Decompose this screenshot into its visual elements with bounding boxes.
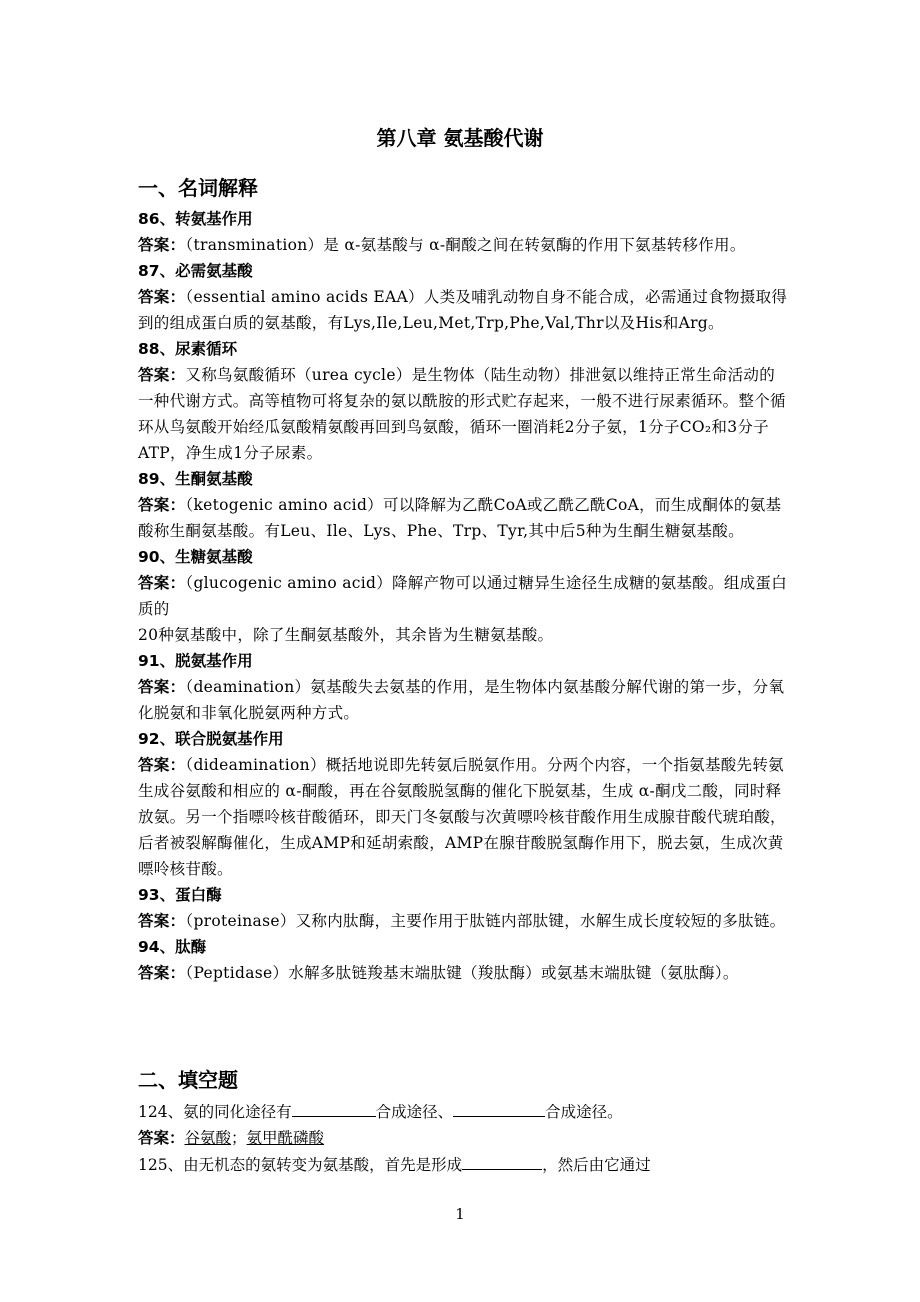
answer-value: 氨甲酰磷酸 xyxy=(246,1129,325,1147)
answer-90 xyxy=(138,570,788,622)
question-text: 125、由无机态的氨转变为氨基酸，首先是形成 xyxy=(138,1156,463,1174)
answer-label: 答案： xyxy=(138,366,186,384)
term-94: 94、肽酶 xyxy=(138,938,207,956)
answer-label: 答案： xyxy=(138,1129,185,1147)
answer-value: 谷氨酸 xyxy=(184,1129,232,1147)
answer-124 xyxy=(138,1125,788,1151)
answer-label: 答案： xyxy=(138,678,186,696)
question-125 xyxy=(138,1151,788,1178)
question-124 xyxy=(138,1098,788,1125)
answer-text: （ketogenic amino acid）可以降解为乙酰CoA或乙酰乙酰CoA，而生成酮体的氨基酸称生酮氨基酸。有Leu、Ile、Lys、Phe、Trp、Tyr,其中后5种为生酮生糖氨基酸。 xyxy=(138,496,782,540)
answer-text: （proteinase）又称内肽酶，主要作用于肽链内部肽键，水解生成长度较短的多肽链。 xyxy=(185,912,786,930)
answer-separator: ； xyxy=(231,1129,247,1147)
question-text: 124、氨的同化途径有 xyxy=(138,1103,292,1121)
answer-label: 答案： xyxy=(138,964,186,982)
term-91: 91、脱氨基作用 xyxy=(138,652,253,670)
answer-label: 答案： xyxy=(138,912,186,930)
section-heading-terms: 一、名词解释 xyxy=(138,176,258,200)
answer-text: （Peptidase）水解多肽链羧基末端肽键（羧肽酶）或氨基末端肽键（氨肽酶）。 xyxy=(185,964,739,982)
answer-text: 又称鸟氨酸循环（urea cycle）是生物体（陆生动物）排泄氨以维持正常生命活动的一种代谢方式。高等植物可将复杂的氨以酰胺的形式贮存起来，一般不进行尿素循环。整个循环从鸟氨酸开始经瓜氨酸精氨酸再回到鸟氨酸，循环一圈消耗2分子氨，1分子CO₂和3分子ATP，净生成1分子尿素。 xyxy=(138,366,786,462)
answer-blank[interactable] xyxy=(462,1151,542,1170)
term-89: 89、生酮氨基酸 xyxy=(138,470,253,488)
term-90: 90、生糖氨基酸 xyxy=(138,548,253,566)
answer-label: 答案： xyxy=(138,574,186,592)
question-text: 合成途径。 xyxy=(545,1103,623,1121)
section-heading-fill-in: 二、填空题 xyxy=(138,1068,238,1092)
answer-label: 答案： xyxy=(138,756,186,774)
answer-91 xyxy=(138,674,788,726)
term-86: 86、转氨基作用 xyxy=(138,210,253,228)
answer-90-continued: 20种氨基酸中，除了生酮氨基酸外，其余皆为生糖氨基酸。 xyxy=(138,626,554,644)
answer-blank[interactable] xyxy=(453,1098,545,1117)
answer-text: （deamination）氨基酸失去氨基的作用，是生物体内氨基酸分解代谢的第一步，分氧化脱氨和非氧化脱氨两种方式。 xyxy=(138,678,785,722)
fill-in-questions xyxy=(138,1098,788,1178)
term-88: 88、尿素循环 xyxy=(138,340,238,358)
answer-87 xyxy=(138,284,788,336)
answer-label: 答案： xyxy=(138,236,186,254)
answer-text: （essential amino acids EAA）人类及哺乳动物自身不能合成，必需通过食物摄取得到的组成蛋白质的氨基酸，有Lys,Ile,Leu,Met,Trp,Phe,Val,Thr以及His和Arg。 xyxy=(138,288,788,332)
answer-89 xyxy=(138,492,788,544)
answer-text: （transmination）是 α-氨基酸与 α-酮酸之间在转氨酶的作用下氨基转移作用。 xyxy=(185,236,746,254)
answer-86 xyxy=(138,232,788,258)
page-number: 1 xyxy=(455,1205,465,1223)
chapter-title: 第八章 氨基酸代谢 xyxy=(376,126,544,150)
term-definitions xyxy=(138,206,788,986)
answer-92 xyxy=(138,752,788,882)
answer-label: 答案： xyxy=(138,496,186,514)
answer-93 xyxy=(138,908,788,934)
term-93: 93、蛋白酶 xyxy=(138,886,222,904)
question-text: 合成途径、 xyxy=(375,1103,454,1121)
answer-94 xyxy=(138,960,788,986)
answer-text: （glucogenic amino acid）降解产物可以通过糖异生途径生成糖的氨基酸。组成蛋白质的 xyxy=(138,574,788,618)
answer-text: （dideamination）概括地说即先转氨后脱氨作用。分两个内容，一个指氨基酸先转氨生成谷氨酸和相应的 α-酮酸，再在谷氨酸脱氢酶的催化下脱氨基，生成 α-酮戊二酸，同时释放氨。另一个指嘌呤核苷酸循环，即天门冬氨酸与次黄嘌呤核苷酸作用生成腺苷酸代琥珀酸，后者被裂解酶催化，生成AMP和延胡索酸，AMP在腺苷酸脱氢酶作用下，脱去氨，生成次黄嘌呤核苷酸。 xyxy=(138,756,786,878)
term-92: 92、联合脱氨基作用 xyxy=(138,730,284,748)
term-87: 87、必需氨基酸 xyxy=(138,262,253,280)
answer-88 xyxy=(138,362,788,466)
answer-blank[interactable] xyxy=(292,1098,376,1117)
answer-label: 答案： xyxy=(138,288,186,306)
question-text: ，然后由它通过 xyxy=(542,1156,651,1174)
